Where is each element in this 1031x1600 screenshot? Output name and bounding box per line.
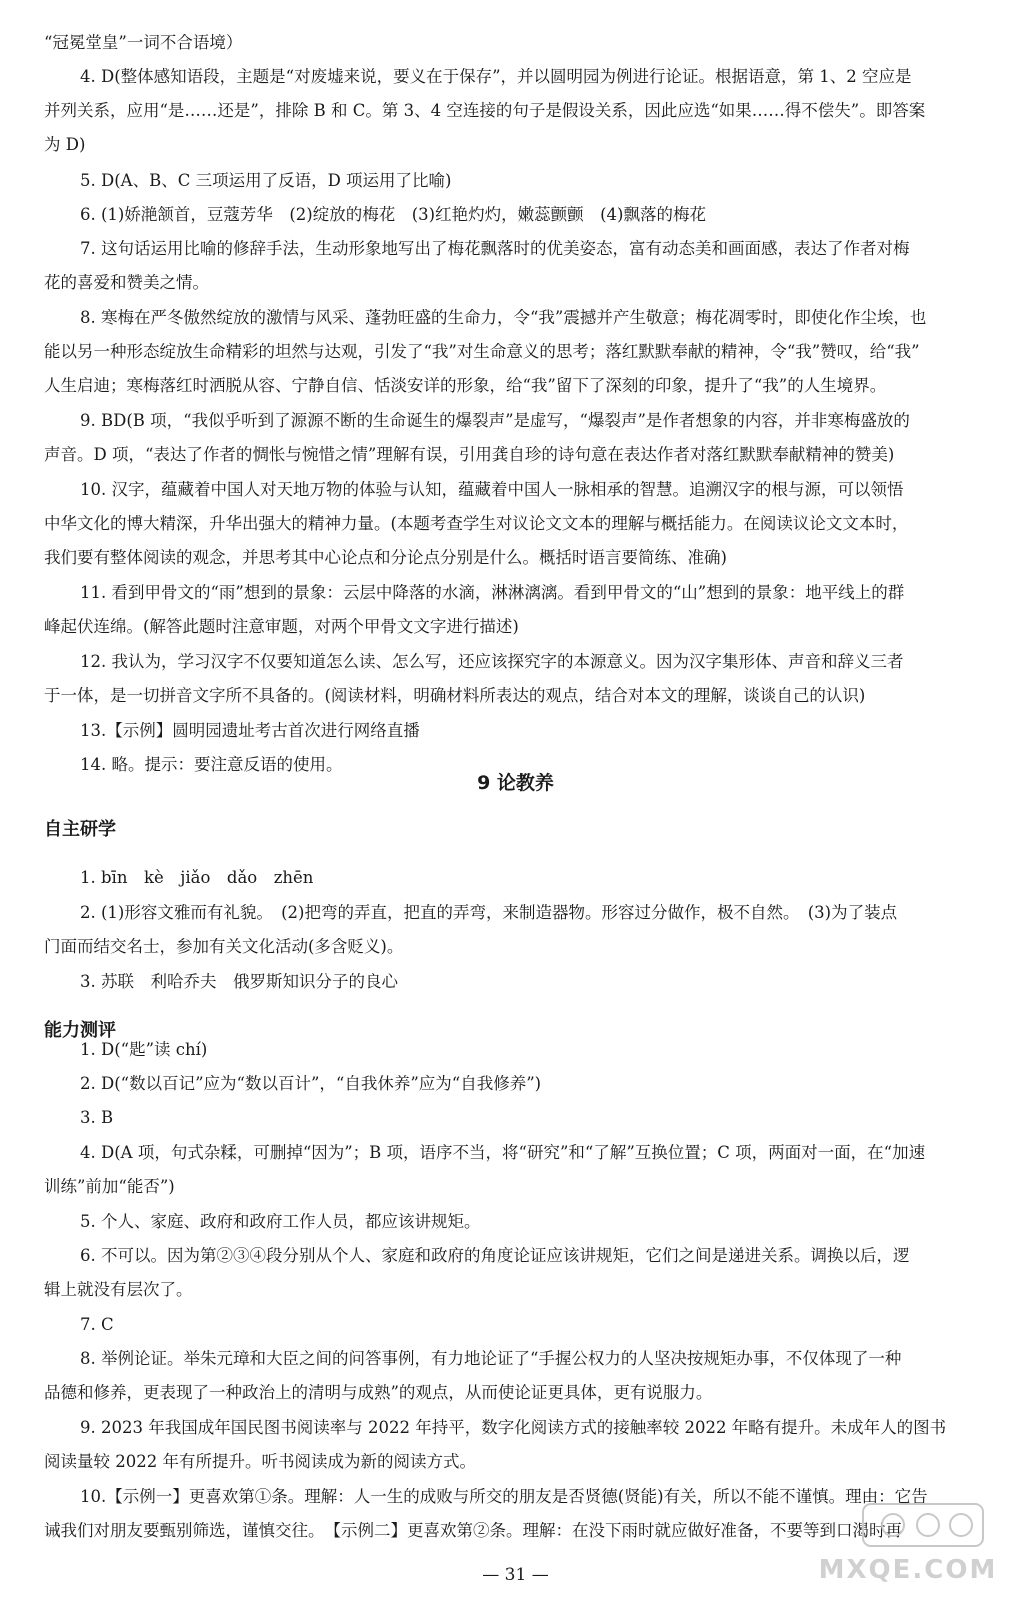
text-line: 9. 2023 年我国成年国民图书阅读率与 2022 年持平，数字化阅读方式的接触率较 2022 年略有提升。未成年人的图书 [80, 1418, 947, 1437]
text-line: 4. D(整体感知语段，主题是“对废墟来说，要义在于保存”，并以圆明园为例进行论证。根据语意，第 1、2 空应是 [80, 67, 912, 86]
text-line: 1. D(“匙”读 chí) [80, 1040, 208, 1059]
text-line: 7. C [80, 1315, 114, 1334]
svg-text:MXQE.COM: MXQE.COM [818, 1555, 998, 1585]
text-line: 12. 我认为，学习汉字不仅要知道怎么读、怎么写，还应该探究字的本源意义。因为汉字集形体、声音和辞义三者 [80, 652, 904, 671]
watermark-logo [813, 1500, 1003, 1590]
text-line: 8. 寒梅在严冬傲然绽放的激情与风采、蓬勃旺盛的生命力，令“我”震撼并产生敬意；梅花凋零时，即使化作尘埃，也 [80, 308, 927, 327]
text-line: 2. D(“数以百记”应为“数以百计”，“自我休养”应为“自我修养”) [80, 1074, 542, 1093]
text-line: 品德和修养，更表现了一种政治上的清明与成熟”的观点，从而使论证更具体，更有说服力。 [44, 1383, 713, 1402]
text-line: 训练”前加“能否”) [44, 1177, 175, 1196]
text-line: 9. BD(B 项，“我似乎听到了源源不断的生命诞生的爆裂声”是虚写，“爆裂声”是作者想象的内容，并非寒梅盛放的 [80, 411, 910, 430]
section-title-text: 9 论教养 [477, 772, 554, 794]
text-line: 为 D) [44, 135, 86, 154]
section-title [0, 768, 1031, 798]
text-line: 3. 苏联 利哈乔夫 俄罗斯知识分子的良心 [80, 972, 398, 991]
text-line: 于一体，是一切拼音文字所不具备的。(阅读材料，明确材料所表达的观点，结合对本文的理解，谈谈自己的认识) [44, 686, 866, 705]
text-line: 4. D(A 项，句式杂糅，可删掉“因为”；B 项，语序不当，将“研究”和“了解”互换位置；C 项，两面对一面，在“加速 [80, 1143, 926, 1162]
text-line: “冠冕堂皇”一词不合语境） [44, 33, 243, 52]
text-line: 辑上就没有层次了。 [44, 1280, 193, 1299]
subsection-heading-zizhu: 自主研学 [44, 819, 116, 840]
text-line: 花的喜爱和赞美之情。 [44, 273, 209, 292]
text-line: 人生启迪；寒梅落红时洒脱从容、宁静自信、恬淡安详的形象，给“我”留下了深刻的印象，提升了“我”的人生境界。 [44, 376, 887, 395]
text-line: 并列关系，应用“是……还是”，排除 B 和 C。第 3、4 空连接的句子是假设关系，因此应选“如果……得不偿失”。即答案 [44, 101, 926, 120]
text-line: 13.【示例】圆明园遗址考古首次进行网络直播 [80, 721, 420, 740]
text-line: 阅读量较 2022 年有所提升。听书阅读成为新的阅读方式。 [44, 1452, 476, 1471]
text-line: 6. (1)娇滟颔首，豆蔻芳华 (2)绽放的梅花 (3)红艳灼灼，嫩蕊颤颤 (4)飘落的梅花 [80, 205, 706, 224]
text-line: 10.【示例一】更喜欢第①条。理解：人一生的成败与所交的朋友是否贤德(贤能)有关，所以不能不谨慎。理由：它告 [80, 1487, 928, 1506]
subsection-heading-nengli: 能力测评 [44, 1020, 116, 1041]
text-line: 3. B [80, 1108, 114, 1127]
text-line: 门面而结交名士，参加有关文化活动(多含贬义)。 [44, 937, 404, 956]
text-line: 声音。D 项，“表达了作者的惆怅与惋惜之情”理解有误，引用龚自珍的诗句意在表达作者对落红默默奉献精神的赞美) [44, 445, 895, 464]
text-line: 11. 看到甲骨文的“雨”想到的景象：云层中降落的水滴，淋淋漓漓。看到甲骨文的“山”想到的景象：地平线上的群 [80, 583, 905, 602]
page-number: — 31 — [482, 1565, 549, 1585]
text-line: 6. 不可以。因为第②③④段分别从个人、家庭和政府的角度论证应该讲规矩，它们之间是递进关系。调换以后，逻 [80, 1246, 910, 1265]
text-line: 我们要有整体阅读的观念，并思考其中心论点和分论点分别是什么。概括时语言要简练、准确) [44, 548, 727, 567]
text-line: 峰起伏连绵。(解答此题时注意审题，对两个甲骨文文字进行描述) [44, 617, 519, 636]
text-line: 10. 汉字，蕴藏着中国人对天地万物的体验与认知，蕴藏着中国人一脉相承的智慧。追溯汉字的根与源，可以领悟 [80, 480, 904, 499]
text-line: 诫我们对朋友要甄别筛选，谨慎交往。 【示例二】更喜欢第②条。理解：在没下雨时就应做好准备，不要等到口渴时再 [44, 1521, 902, 1540]
text-line: 中华文化的博大精深，升华出强大的精神力量。(本题考查学生对议论文文本的理解与概括能力。在阅读议论文文本时， [44, 514, 909, 533]
text-line: 8. 举例论证。举朱元璋和大臣之间的问答事例，有力地论证了“手握公权力的人坚决按规矩办事，不仅体现了一种 [80, 1349, 902, 1368]
text-line: 2. (1)形容文雅而有礼貌。 (2)把弯的弄直，把直的弄弯，来制造器物。形容过分做作，极不自然。 (3)为了装点 [80, 903, 898, 922]
text-line: 1. bīn kè jiǎo dǎo zhēn [80, 868, 314, 887]
text-line: 能以另一种形态绽放生命精彩的坦然与达观，引发了“我”对生命意义的思考；落红默默奉献的精神，令“我”赞叹，给“我” [44, 342, 920, 361]
text-line: 5. D(A、B、C 三项运用了反语，D 项运用了比喻) [80, 171, 452, 190]
text-line: 7. 这句话运用比喻的修辞手法，生动形象地写出了梅花飘落时的优美姿态，富有动态美和画面感，表达了作者对梅 [80, 239, 910, 258]
text-line: 14. 略。提示：要注意反语的使用。 [80, 755, 343, 774]
text-line: 5. 个人、家庭、政府和政府工作人员，都应该讲规矩。 [80, 1212, 481, 1231]
